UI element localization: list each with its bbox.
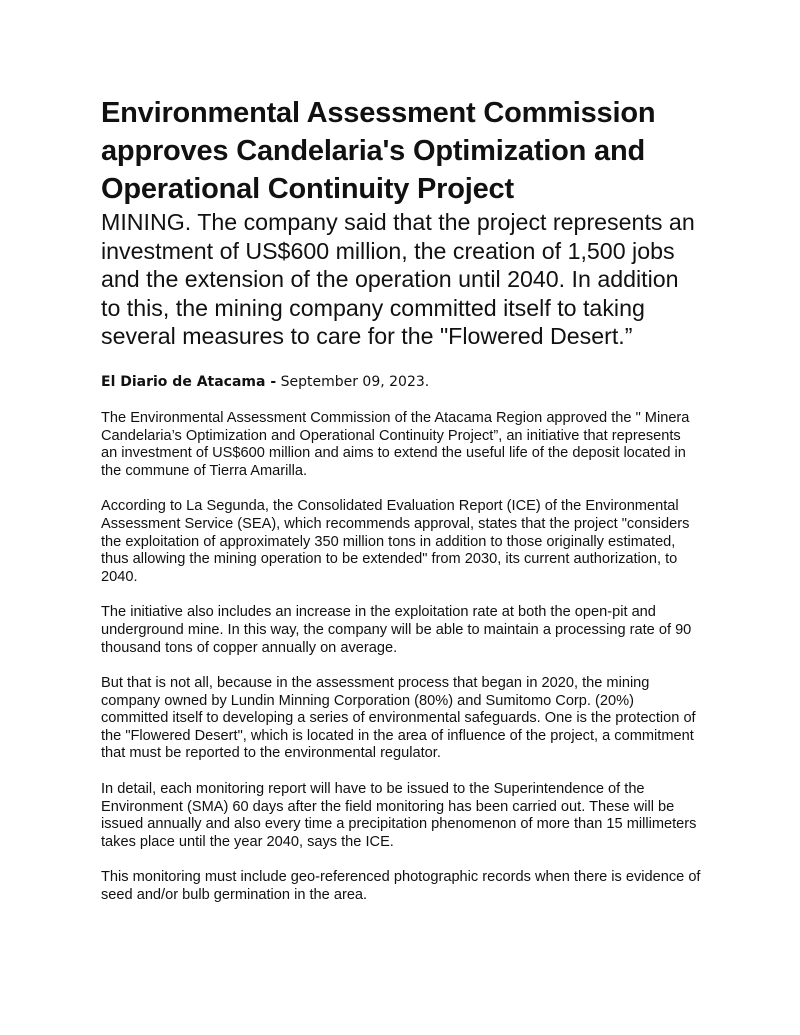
body-paragraph: According to La Segunda, the Consolidated Evaluation Report (ICE) of the Environmental Assessment Service (SEA), which recommends approval, states that the project "considers the exploitation of approximately 350 million tons in addition to those originally estimated, thus allowing the mining operation to be extended" from 2030, its current authorization, to 2040. — [101, 498, 690, 585]
article-body — [101, 410, 701, 905]
body-paragraph: The initiative also includes an increase in the exploitation rate at both the open-pit and underground mine. In this way, the company will be able to maintain a processing rate of 90 thousand tons of copper annually on average. — [101, 604, 692, 656]
article-lede: MINING. The company said that the project represents an investment of US$600 million, the creation of 1,500 jobs and the extension of the operation until 2040. In addition to this, the mining company committed itself to taking several measures to care for the "Flowered Desert.” — [101, 209, 695, 350]
body-paragraph: The Environmental Assessment Commission of the Atacama Region approved the " Minera Candelaria’s Optimization and Operational Continuity Project”, an initiative that represents an investment of US$600 million and aims to extend the useful life of the deposit located in the commune of Tierra Amarilla. — [101, 409, 690, 479]
body-paragraph: But that is not all, because in the assessment process that began in 2020, the mining company owned by Lundin Minning Corporation (80%) and Sumitomo Corp. (20%) committed itself to developing a series of environmental safeguards. One is the protection of the "Flowered Desert", which is located in the area of influence of the project, a commitment that must be reported to the environmental regulator. — [101, 675, 696, 762]
body-paragraph: This monitoring must include geo-referenced photographic records when there is evidence of seed and/or bulb germination in the area. — [101, 869, 701, 904]
byline-source: El Diario de Atacama - — [101, 373, 277, 390]
byline-date: September 09, 2023. — [280, 373, 430, 390]
article-headline: Environmental Assessment Commission approves Candelaria's Optimization and Operational Continuity Project — [101, 97, 656, 205]
byline — [101, 373, 701, 391]
article — [101, 94, 701, 905]
body-paragraph: In detail, each monitoring report will have to be issued to the Superintendence of the Environment (SMA) 60 days after the field monitoring has been carried out. These will be issued annually and also every time a precipitation phenomenon of more than 15 millimeters takes place until the year 2040, says the ICE. — [101, 781, 697, 850]
